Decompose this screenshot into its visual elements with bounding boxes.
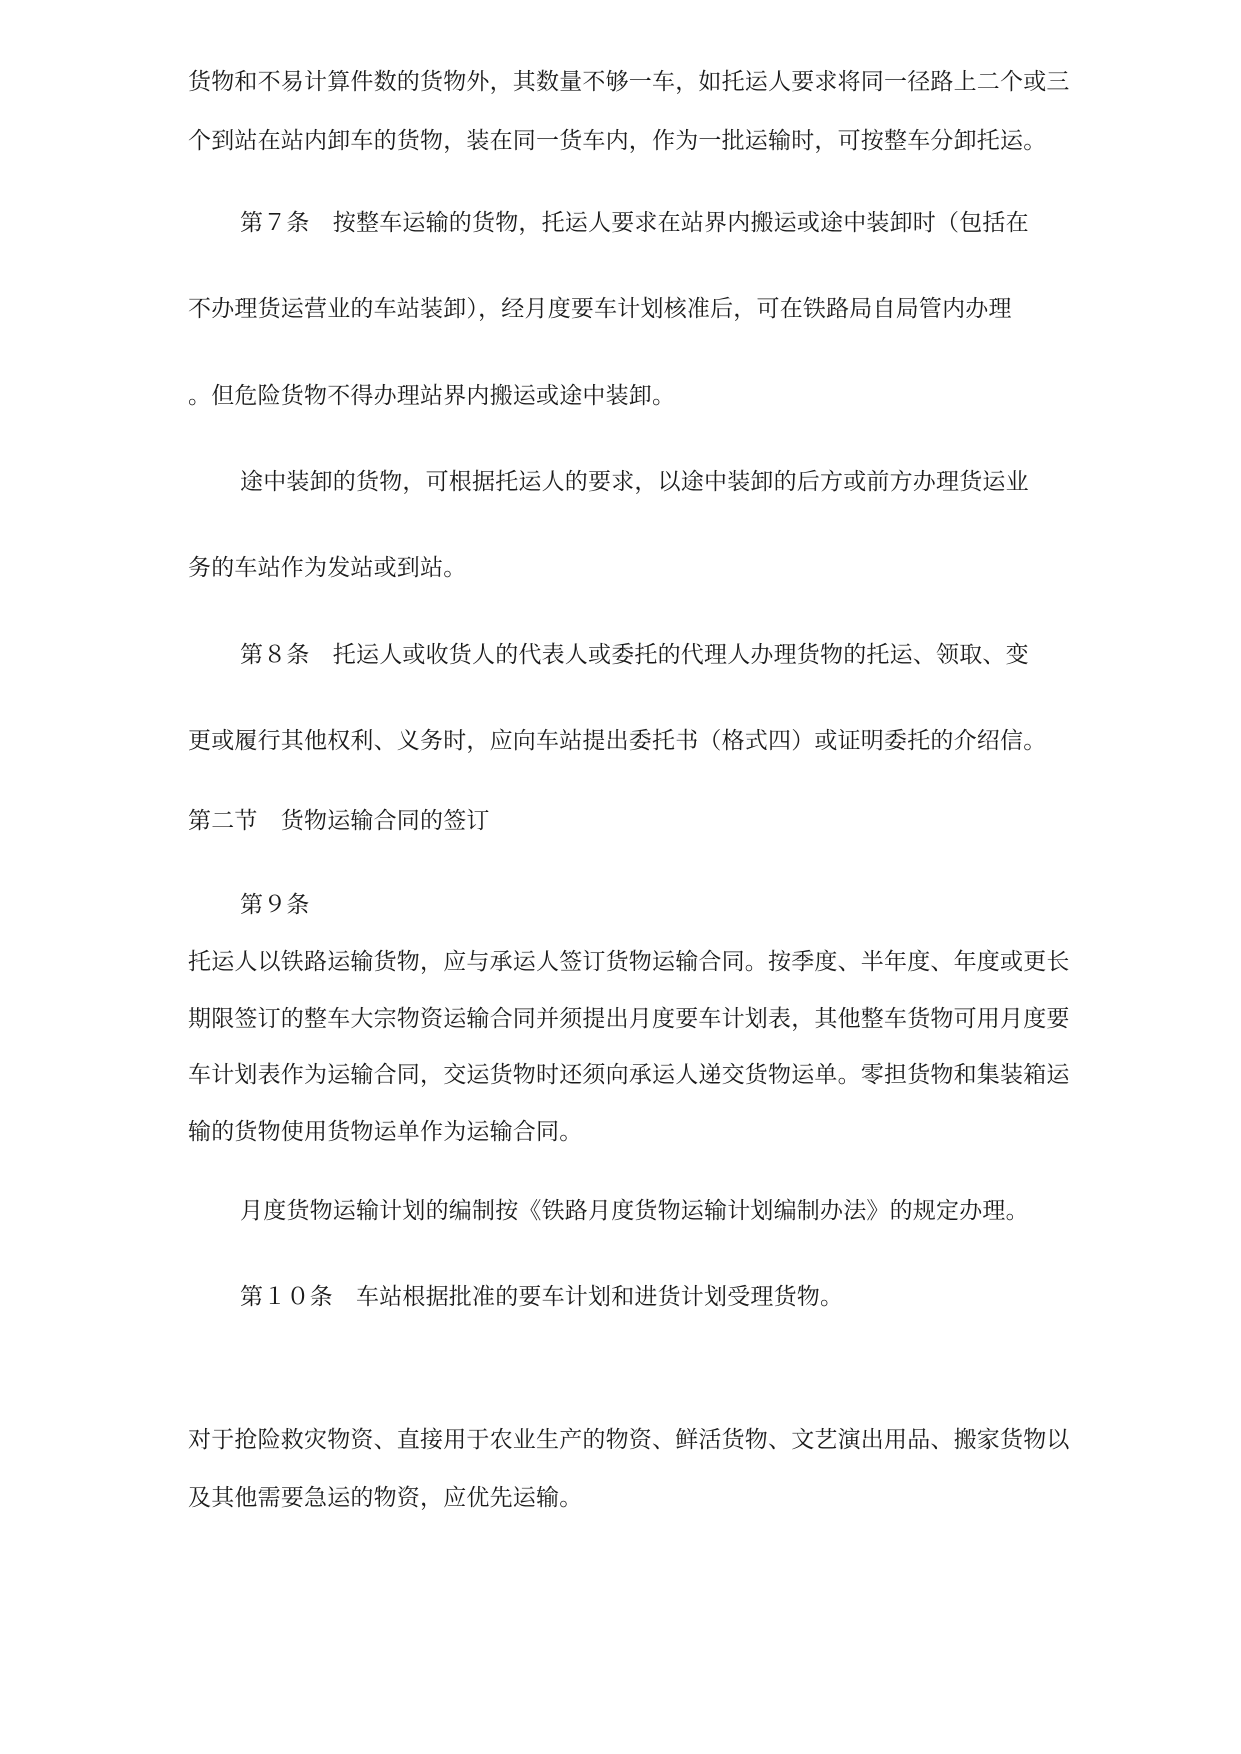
article-9-heading: 第９条: [240, 892, 310, 918]
section-heading: 第二节 货物运输合同的签订: [188, 808, 490, 834]
paragraph-line: 及其他需要急运的物资，应优先运输。: [188, 1485, 583, 1511]
paragraph-line: 月度货物运输计划的编制按《铁路月度货物运输计划编制办法》的规定办理。: [240, 1198, 1029, 1224]
paragraph-line: 货物和不易计算件数的货物外，其数量不够一车，如托运人要求将同一径路上二个或三: [188, 69, 1070, 95]
paragraph-line: 托运人以铁路运输货物，应与承运人签订货物运输合同。按季度、半年度、年度或更长: [188, 949, 1070, 975]
paragraph-line: 期限签订的整车大宗物资运输合同并须提出月度要车计划表，其他整车货物可用月度要: [188, 1006, 1070, 1032]
paragraph-line: 不办理货运营业的车站装卸），经月度要车计划核准后，可在铁路局自局管内办理: [188, 296, 1012, 322]
paragraph-line: 输的货物使用货物运单作为运输合同。: [188, 1119, 583, 1145]
article-10-heading-line: 第１０条 车站根据批准的要车计划和进货计划受理货物。: [240, 1284, 844, 1310]
paragraph-line: 途中装卸的货物，可根据托运人的要求，以途中装卸的后方或前方办理货运业: [240, 469, 1029, 495]
paragraph-line: 个到站在站内卸车的货物，装在同一货车内，作为一批运输时，可按整车分卸托运。: [188, 128, 1047, 154]
paragraph-line: 车计划表作为运输合同，交运货物时还须向承运人递交货物运单。零担货物和集装箱运: [188, 1062, 1070, 1088]
paragraph-line: 更或履行其他权利、义务时，应向车站提出委托书（格式四）或证明委托的介绍信。: [188, 728, 1047, 754]
article-8-heading-line: 第８条 托运人或收货人的代表人或委托的代理人办理货物的托运、领取、变: [240, 642, 1029, 668]
paragraph-line: 对于抢险救灾物资、直接用于农业生产的物资、鲜活货物、文艺演出用品、搬家货物以: [188, 1427, 1070, 1453]
article-7-heading-line: 第７条 按整车运输的货物，托运人要求在站界内搬运或途中装卸时（包括在: [240, 210, 1029, 236]
paragraph-line: 。但危险货物不得办理站界内搬运或途中装卸。: [188, 383, 676, 409]
paragraph-line: 务的车站作为发站或到站。: [188, 555, 467, 581]
